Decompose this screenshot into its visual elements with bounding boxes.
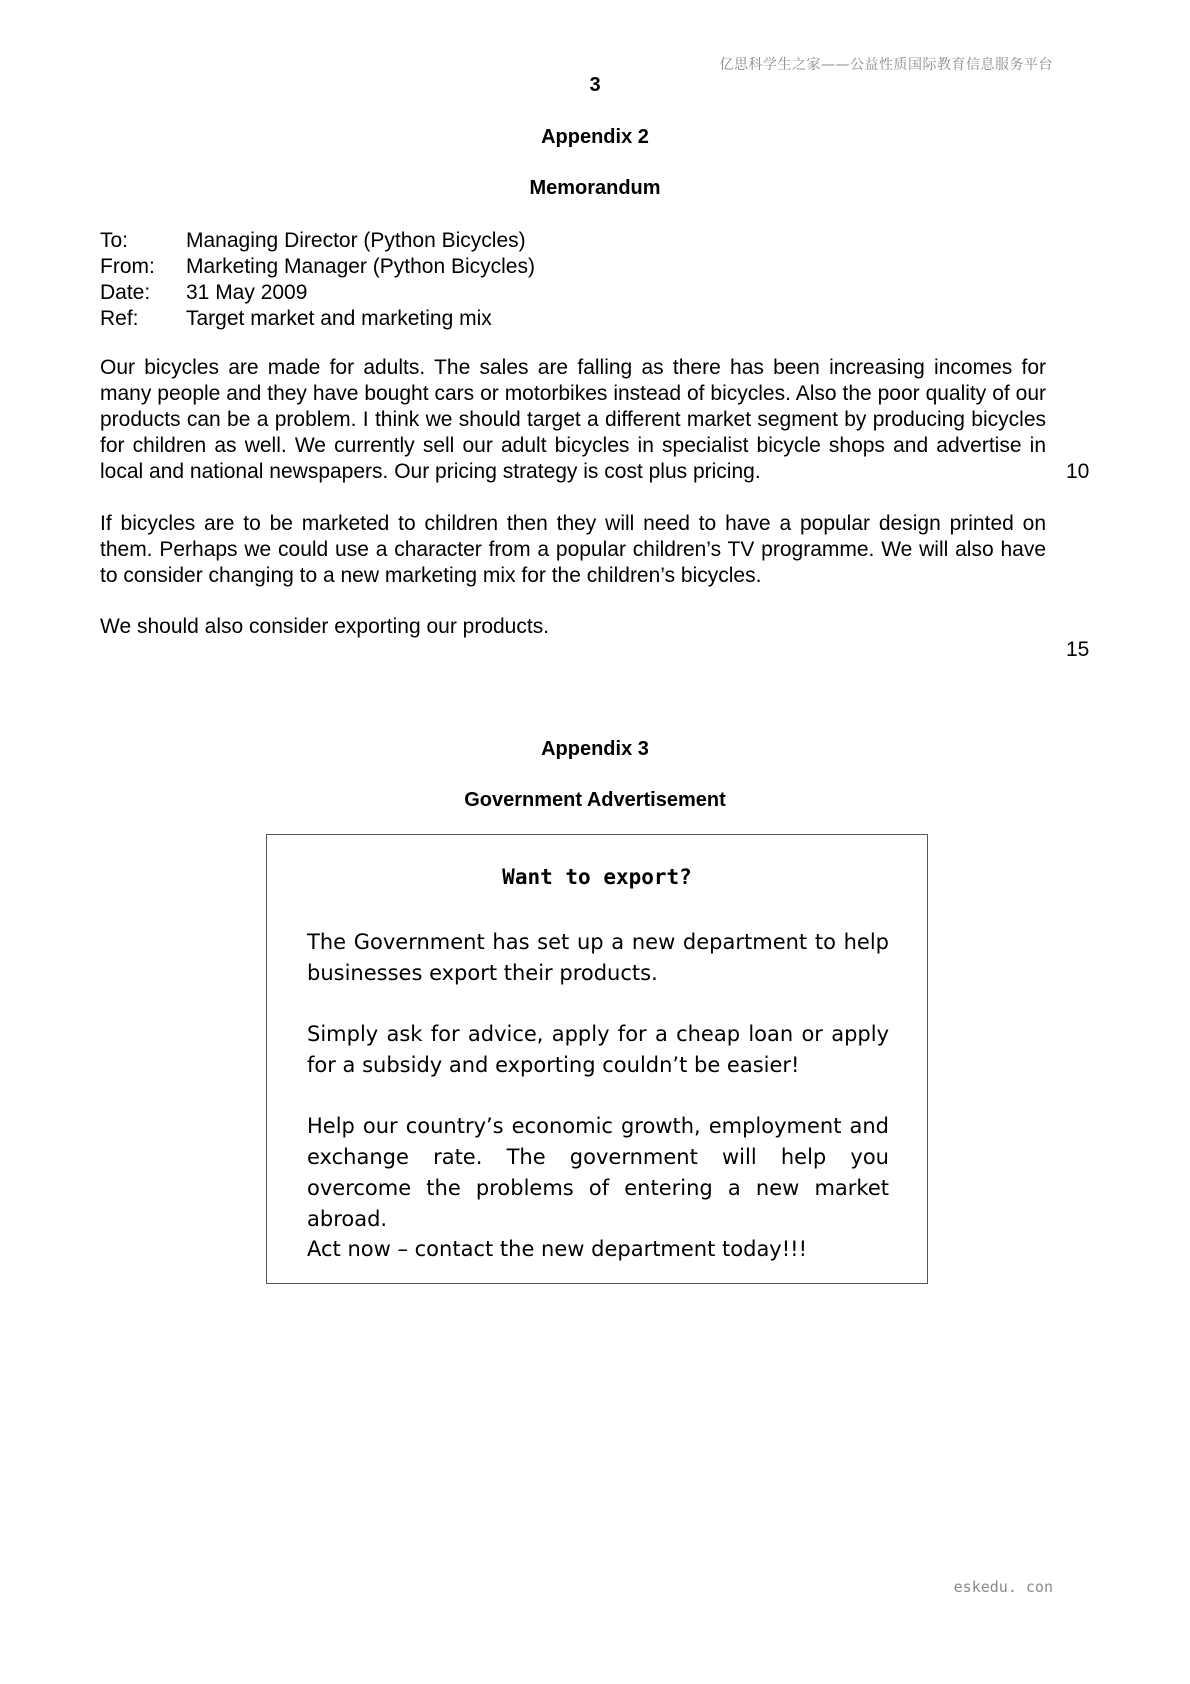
memo-date-label: Date: xyxy=(100,281,151,304)
appendix-3-heading: Appendix 3 xyxy=(541,738,649,760)
advert-title: Want to export? xyxy=(502,865,692,889)
memo-date-value: 31 May 2009 xyxy=(186,281,308,304)
memo-paragraph-1: Our bicycles are made for adults. The sales are falling as there has been increasing incomes for many people and they have bought cars or motorbikes instead of bicycles. Also the poor quality of our products can be a problem. I think we should target a different market segment by producing bicycles for children as well. We currently sell our adult bicycles in specialist bicycle shops and advertise in local and national newspapers. Our pricing strategy is cost plus pricing. xyxy=(100,356,1046,483)
footer-watermark: eskedu. con xyxy=(953,1578,1053,1596)
advertisement-box xyxy=(266,834,928,1284)
page-number: 3 xyxy=(589,74,601,96)
memo-from-row xyxy=(100,254,535,280)
advert-paragraph-1: The Government has set up a new department to help businesses export their products. xyxy=(307,930,889,985)
government-advertisement-heading: Government Advertisement xyxy=(464,789,726,811)
memo-from-value: Marketing Manager (Python Bicycles) xyxy=(186,255,535,278)
memo-ref-label: Ref: xyxy=(100,307,139,330)
memo-ref-value: Target market and marketing mix xyxy=(186,307,492,330)
advert-paragraph-2: Simply ask for advice, apply for a cheap loan or apply for a subsidy and exporting couldn’t be easier! xyxy=(307,1022,889,1077)
line-number-15: 15 xyxy=(1066,638,1090,661)
line-number-10: 10 xyxy=(1066,460,1090,483)
watermark-text: 亿思科学生之家——公益性质国际教育信息服务平台 xyxy=(719,57,1053,73)
memo-ref-row xyxy=(100,306,535,332)
memo-paragraph-3: We should also consider exporting our products. xyxy=(100,615,550,638)
memo-to-row xyxy=(100,228,535,254)
memo-date-row xyxy=(100,280,535,306)
appendix-2-heading: Appendix 2 xyxy=(541,126,649,148)
memo-to-value: Managing Director (Python Bicycles) xyxy=(186,229,526,252)
memo-to-label: To: xyxy=(100,229,129,252)
advert-paragraph-4: Act now – contact the new department today!!! xyxy=(307,1237,807,1261)
memo-header xyxy=(100,228,535,332)
memo-paragraph-2: If bicycles are to be marketed to children then they will need to have a popular design printed on them. Perhaps we could use a character from a popular children’s TV programme. We will also have to consider changing to a new marketing mix for the children’s bicycles. xyxy=(100,512,1046,587)
advert-paragraph-3: Help our country’s economic growth, employment and exchange rate. The government will help you overcome the problems of entering a new market abroad. xyxy=(307,1114,889,1231)
memorandum-heading: Memorandum xyxy=(529,177,661,199)
memo-from-label: From: xyxy=(100,255,155,278)
